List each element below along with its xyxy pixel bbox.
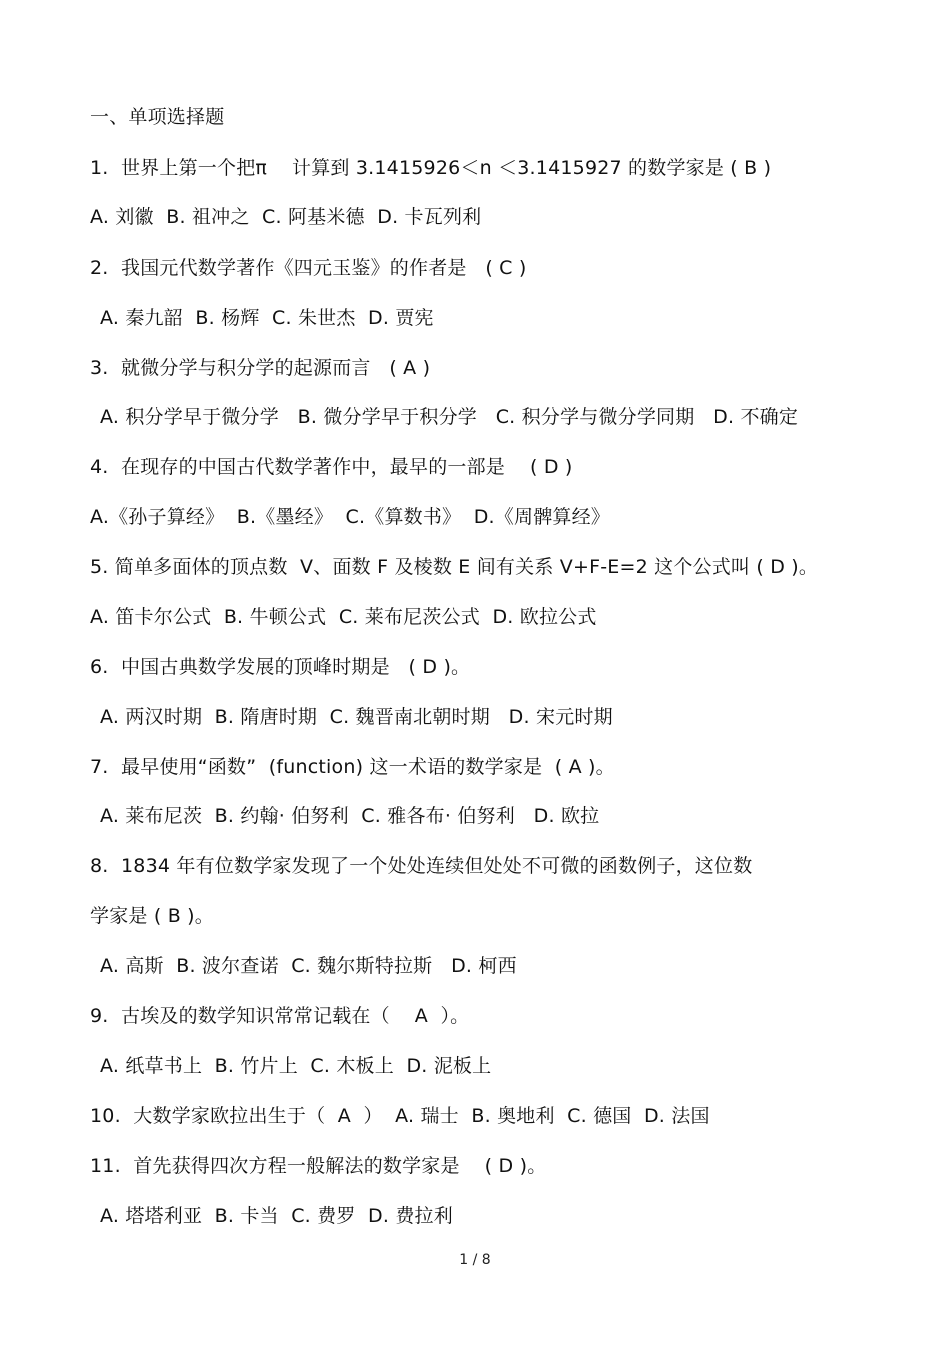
question-7-options: A. 莱布尼茨 B. 约翰· 伯努利 C. 雅各布· 伯努利 D. 欧拉 [100, 805, 600, 827]
question-4-options: A.《孙子算经》 B.《墨经》 C.《算数书》 D.《周髀算经》 [90, 506, 610, 528]
question-7: 7. 最早使用“函数” (function) 这一术语的数学家是 ( A )。 [90, 756, 615, 778]
question-1-options: A. 刘徽 B. 祖冲之 C. 阿基米德 D. 卡瓦列利 [90, 206, 482, 228]
question-6-options: A. 两汉时期 B. 隋唐时期 C. 魏晋南北朝时期 D. 宋元时期 [100, 706, 613, 728]
question-5: 5. 简单多面体的顶点数 V、面数 F 及棱数 E 间有关系 V+F-E=2 这个公式叫 ( D )。 [90, 556, 819, 578]
question-6: 6. 中国古典数学发展的顶峰时期是 ( D )。 [90, 656, 471, 678]
question-11-options: A. 塔塔利亚 B. 卡当 C. 费罗 D. 费拉利 [100, 1205, 453, 1227]
question-3-options: A. 积分学早于微分学 B. 微分学早于积分学 C. 积分学与微分学同期 D. 不确定 [100, 406, 799, 428]
page-number: 1 / 8 [459, 1252, 491, 1268]
question-8: 8. 1834 年有位数学家发现了一个处处连续但处处不可微的函数例子，这位数 [90, 855, 753, 877]
question-8-continued: 学家是 ( B )。 [90, 905, 214, 927]
question-3: 3. 就微分学与积分学的起源而言 ( A ) [90, 357, 431, 379]
question-4: 4. 在现存的中国古代数学著作中，最早的一部是 ( D ) [90, 456, 573, 478]
question-11: 11. 首先获得四次方程一般解法的数学家是 ( D )。 [90, 1155, 547, 1177]
question-10: 10. 大数学家欧拉出生于（ A ） A. 瑞士 B. 奥地利 C. 德国 D. 法国 [90, 1105, 710, 1127]
question-8-options: A. 高斯 B. 波尔查诺 C. 魏尔斯特拉斯 D. 柯西 [100, 955, 517, 977]
question-5-options: A. 笛卡尔公式 B. 牛顿公式 C. 莱布尼茨公式 D. 欧拉公式 [90, 606, 597, 628]
question-9: 9. 古埃及的数学知识常常记载在（ A ）。 [90, 1005, 470, 1027]
question-2-options: A. 秦九韶 B. 杨辉 C. 朱世杰 D. 贾宪 [100, 307, 434, 329]
question-2: 2. 我国元代数学著作《四元玉鉴》的作者是 ( C ) [90, 257, 527, 279]
section-title: 一、单项选择题 [90, 106, 225, 128]
question-9-options: A. 纸草书上 B. 竹片上 C. 木板上 D. 泥板上 [100, 1055, 492, 1077]
question-1: 1. 世界上第一个把π 计算到 3.1415926＜n ＜3.1415927 的数学家是 ( B ) [90, 157, 772, 179]
